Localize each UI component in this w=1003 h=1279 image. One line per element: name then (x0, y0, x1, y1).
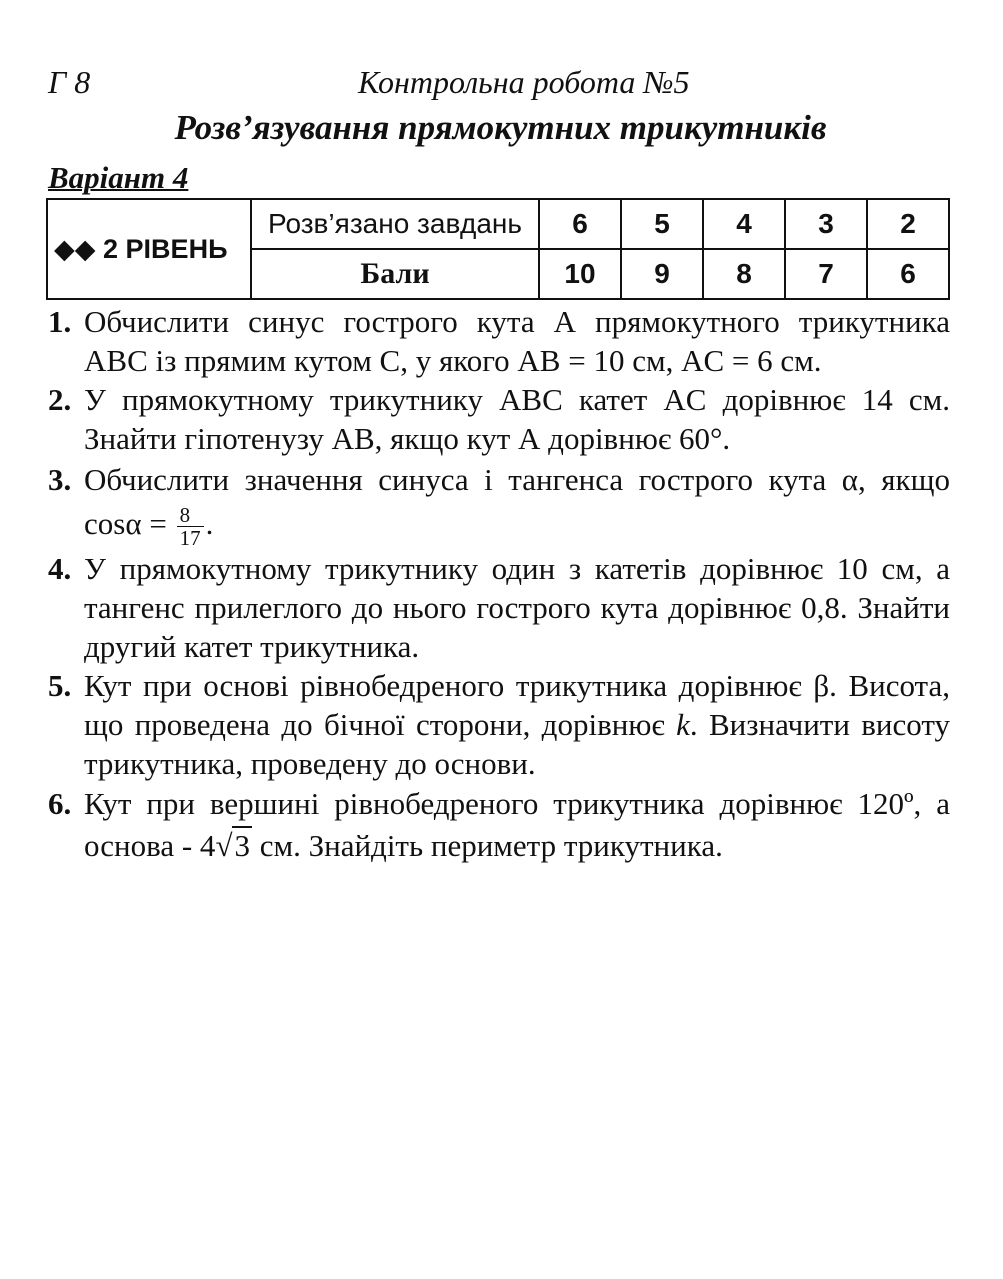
solved-count: 3 (785, 199, 867, 249)
task-item (48, 549, 950, 666)
solved-count: 2 (867, 199, 949, 249)
task-item (48, 302, 950, 380)
task-text (84, 666, 950, 783)
task-text-part: . (205, 506, 214, 541)
points-value: 8 (703, 249, 785, 299)
task-item (48, 380, 950, 458)
task-text-part: см. Знайдіть периметр трикутника. (251, 828, 723, 864)
variant-label: Варіант 4 (48, 160, 189, 195)
task-number: 3. (48, 462, 72, 497)
variable-k: k (676, 707, 690, 743)
points-value: 6 (867, 249, 949, 299)
solved-label: Розв’язано завдань (251, 199, 539, 249)
points-value: 9 (621, 249, 703, 299)
page-header (48, 64, 953, 104)
points-value: 10 (539, 249, 621, 299)
task-number: 6. (48, 786, 72, 822)
task-number: 1. (48, 304, 72, 339)
topic-title: Розв’язування прямокутних трикутників (174, 108, 827, 147)
points-value: 7 (785, 249, 867, 299)
task-text (84, 458, 950, 549)
task-number: 2. (48, 382, 72, 417)
task-text: У прямокутному трикутнику ABC катет AC дорівнює 14 см. Знайти гіпотенузу AB, якщо кут А дорівнює 60°. (84, 382, 950, 456)
class-code: Г 8 (48, 64, 91, 100)
task-text: Обчислити синус гострого кута А прямокутного трикутника ABC із прямим кутом C, у якого AB = 10 см, AC = 6 см. (84, 304, 950, 378)
solved-count: 5 (621, 199, 703, 249)
points-label: Бали (251, 249, 539, 299)
level-label: ◆◆ 2 РІВЕНЬ (47, 199, 251, 299)
solved-count: 4 (703, 199, 785, 249)
task-text: У прямокутному трикутнику один з катетів дорівнює 10 см, а тангенс прилеглого до нього гострого кута дорівнює 0,8. Знайти другий катет трикутника. (84, 551, 950, 665)
task-text-part: . Визначити висоту трикутника, проведену до основи. (84, 707, 950, 782)
task-text (84, 783, 950, 867)
fraction (177, 504, 204, 549)
task-text-part: Обчислити значення синуса і тангенса гострого кута α, якщо cosα = (84, 462, 950, 541)
task-text-part: Кут при основі рівнобедреного трикутника дорівнює β. Висота, що проведена до бічної сторони, дорівнює (84, 668, 950, 743)
task-number: 4. (48, 551, 72, 587)
solved-row (47, 199, 949, 249)
grading-table (46, 198, 950, 300)
task-item (48, 783, 950, 867)
sqrt-radicand: 3 (234, 828, 250, 864)
fraction-denominator: 17 (179, 526, 201, 551)
square-root (215, 826, 252, 863)
task-list (48, 302, 950, 867)
task-text-part: Кут при вершині рівнобедреного трикутника дорівнює 120º, а основа - 4 (84, 786, 950, 864)
solved-count: 6 (539, 199, 621, 249)
task-number: 5. (48, 668, 72, 704)
sqrt-sign: √ (215, 828, 233, 864)
fraction-numerator: 8 (177, 504, 204, 527)
task-item (48, 666, 950, 783)
work-title: Контрольна робота №5 (358, 64, 690, 100)
task-item (48, 458, 950, 549)
